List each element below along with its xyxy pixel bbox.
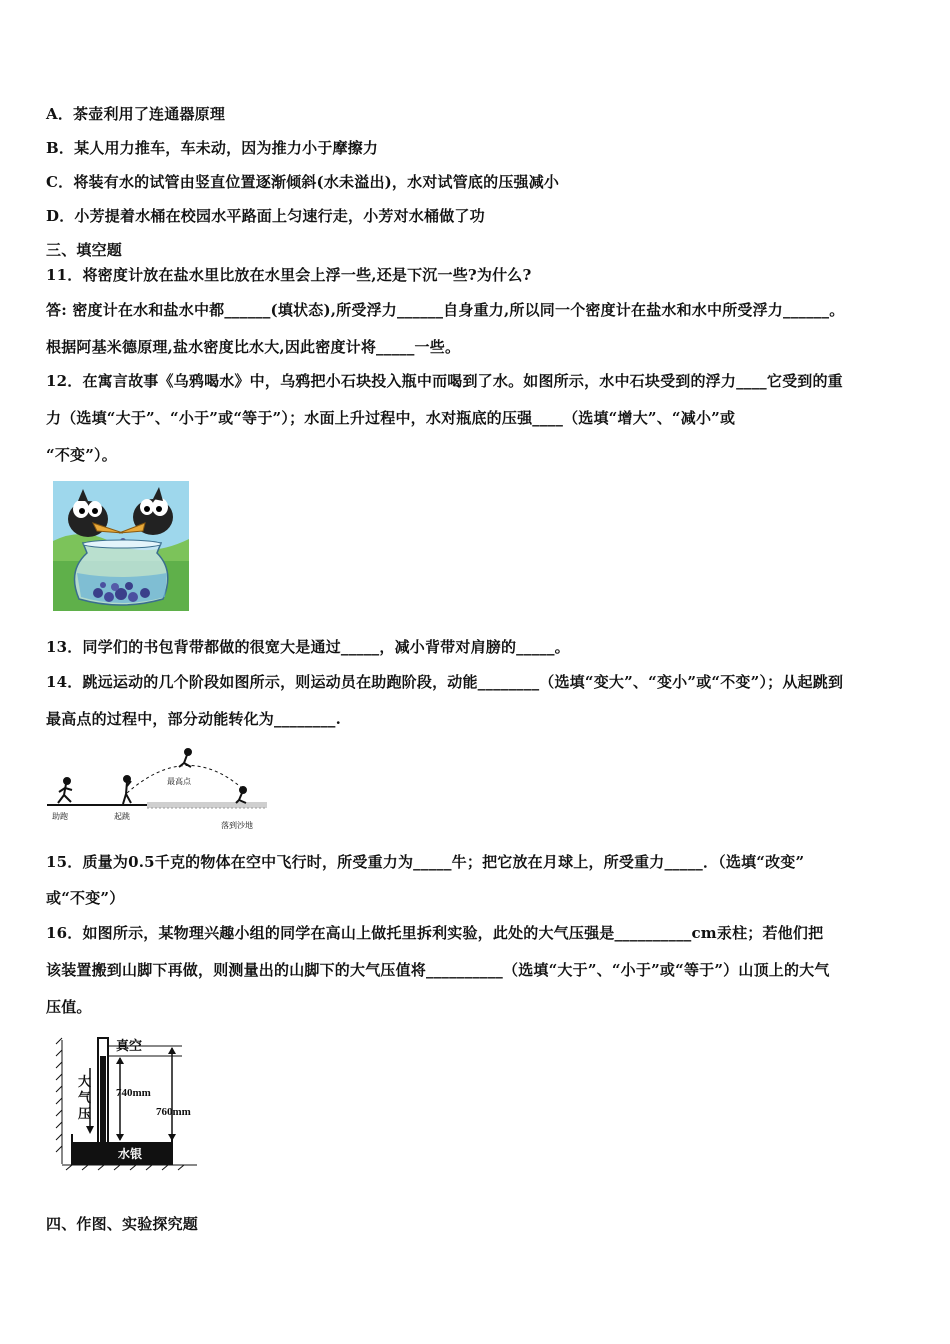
label-land: 落到沙地 [221,821,253,830]
label-top: 最高点 [167,777,191,786]
question-16-line2: 该装置搬到山脚下再做，则测量出的山脚下的大气压值将__________（选填“大于”、“小于”或“等于”）山顶上的大气 [46,961,830,979]
section-title-drawing-experiment: 四、作图、实验探究题 [46,1215,199,1233]
option-a: A．茶壶利用了连通器原理 [46,105,226,123]
label-vacuum: 真空 [116,1039,143,1054]
label-760mm: 760mm [156,1106,191,1118]
label-jump: 起跳 [114,812,130,821]
label-run: 助跑 [52,812,68,821]
question-16-line1: 16．如图所示，某物理兴趣小组的同学在高山上做托里拆利实验，此处的大气压强是__________cm汞柱；若他们把 [46,924,824,942]
torricelli-experiment-diagram [52,1032,212,1174]
question-11: 11．将密度计放在盐水里比放在水里会上浮一些,还是下沉一些?为什么? [46,266,532,284]
question-14-line2: 最高点的过程中，部分动能转化为________. [46,710,342,728]
option-b: B．某人用力推车，车未动，因为推力小于摩擦力 [46,139,379,157]
label-atm-1: 大 [78,1075,92,1090]
question-14-line1: 14．跳远运动的几个阶段如图所示，则运动员在助跑阶段，动能________（选填“变大”、“变小”或“不变”）；从起跳到 [46,673,844,691]
question-11-answer-line2: 根据阿基米德原理,盐水密度比水大,因此密度计将_____一些。 [46,338,461,356]
question-12-line3: “不变”）。 [46,446,117,464]
section-title-fill-blank: 三、填空题 [46,241,123,259]
label-atm-3: 压 [78,1107,92,1122]
question-12-line2: 力（选填“大于”、“小于”或“等于”）；水面上升过程中，水对瓶底的压强____（选填“增大”、“减小”或 [46,409,736,427]
label-atm-2: 气 [78,1091,92,1106]
label-740mm: 740mm [116,1087,151,1099]
option-c: C．将装有水的试管由竖直位置逐渐倾斜(水未溢出)，水对试管底的压强减小 [46,173,560,191]
question-12-line1: 12．在寓言故事《乌鸦喝水》中，乌鸦把小石块投入瓶中而喝到了水。如图所示，水中石块受到的浮力____它受到的重 [46,372,843,390]
label-mercury: 水银 [118,1147,143,1161]
option-d: D．小芳提着水桶在校园水平路面上匀速行走，小芳对水桶做了功 [46,207,485,225]
question-13: 13．同学们的书包背带都做的很宽大是通过_____，减小背带对肩膀的_____。 [46,638,570,656]
long-jump-stages-diagram [47,745,272,833]
question-15-line1: 15．质量为0.5千克的物体在空中飞行时，所受重力为_____牛；把它放在月球上，所受重力_____．（选填“改变” [46,853,805,871]
question-11-answer-line1: 答: 密度计在水和盐水中都______(填状态),所受浮力______自身重力,所以同一个密度计在盐水和水中所受浮力______。 [46,301,845,319]
question-15-line2: 或“不变”） [46,889,125,907]
question-16-line3: 压值。 [46,998,92,1016]
crow-drinking-water-image [53,481,189,611]
